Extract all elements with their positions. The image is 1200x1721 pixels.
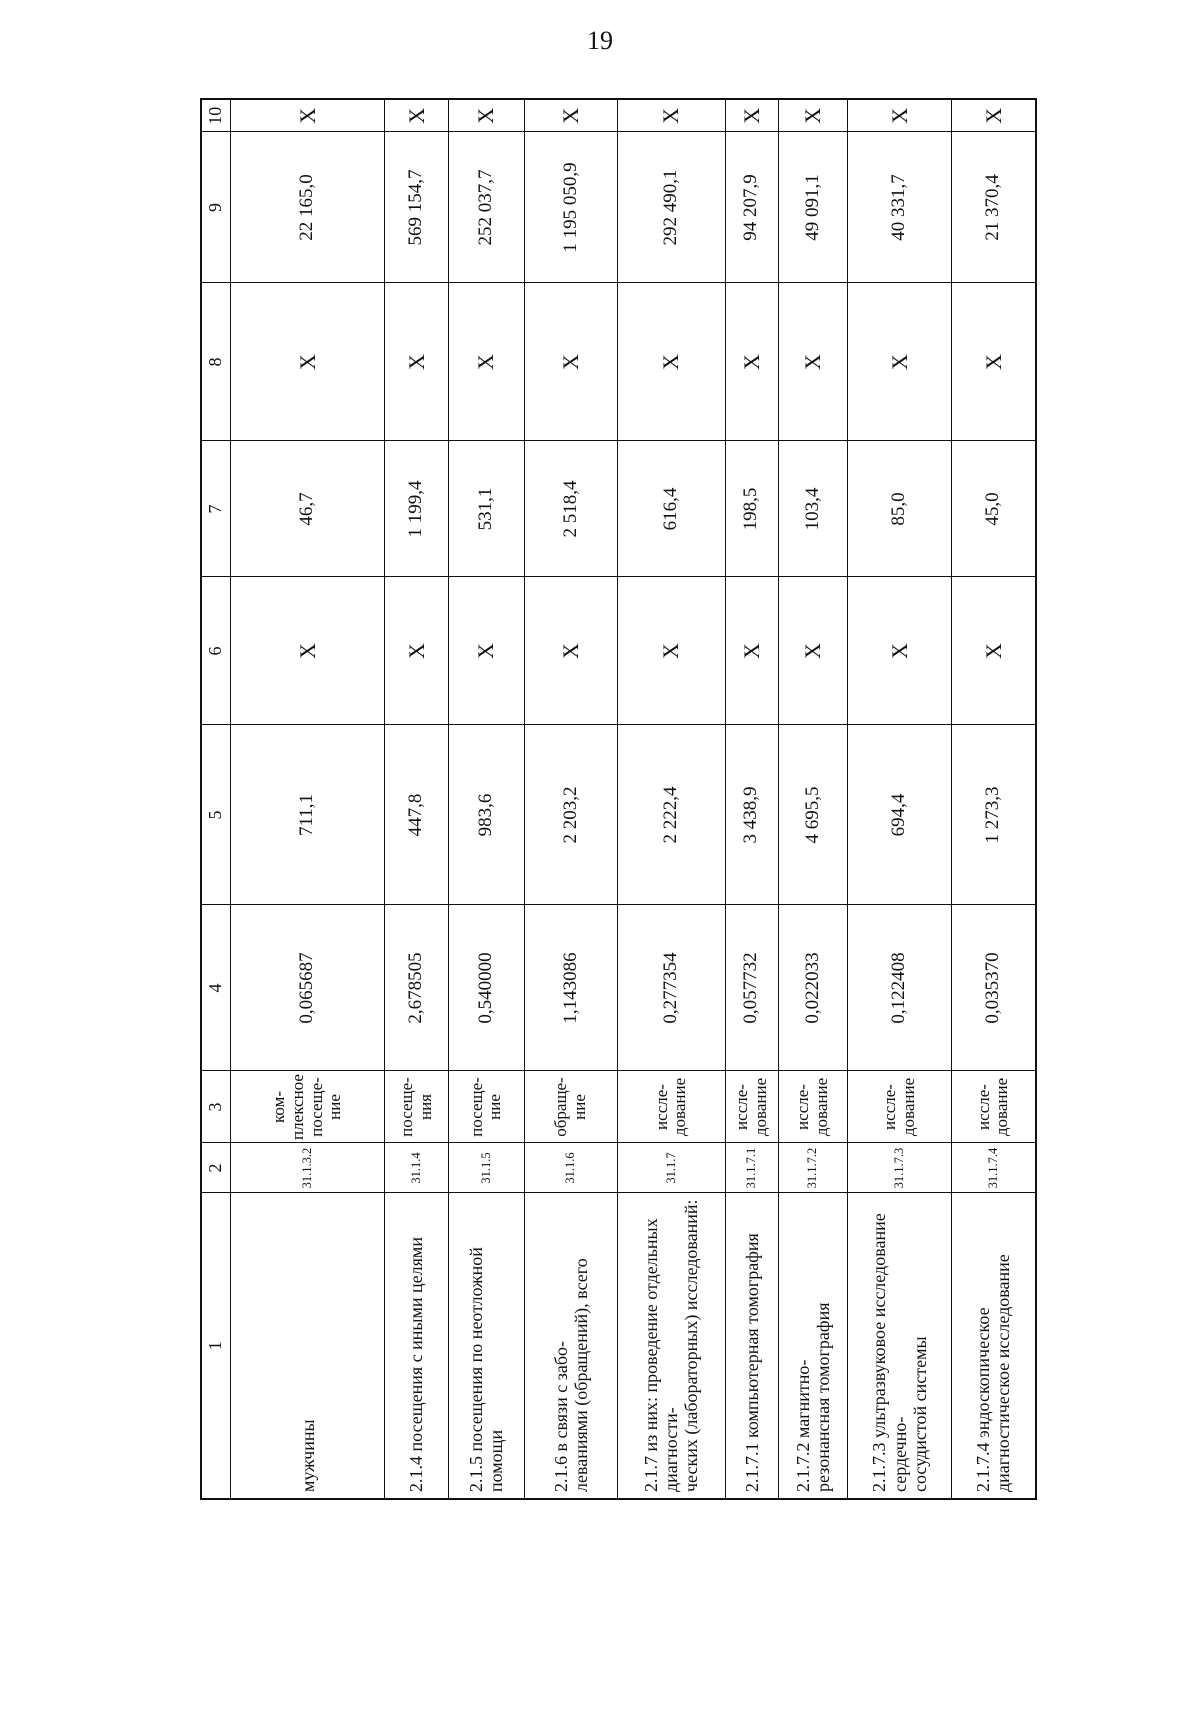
row-cell: 531,1 [448, 441, 524, 577]
row-code-cell: 31.1.7.3 [848, 1143, 952, 1193]
row-cell: X [617, 99, 725, 132]
row-cell: 292 490,1 [617, 132, 725, 283]
tariff-table [200, 98, 1037, 1500]
row-cell: 85,0 [848, 441, 952, 577]
row-cell: 1 273,3 [951, 725, 1036, 905]
col-header: 7 [201, 441, 231, 577]
row-cell: X [385, 577, 448, 725]
row-unit-cell: иссле- дование [778, 1071, 848, 1143]
row-cell: X [778, 577, 848, 725]
row-cell: 252 037,7 [448, 132, 524, 283]
row-cell: X [617, 577, 725, 725]
row-name-cell: 2.1.7.4 эндоскопическое диагностическое исследование [951, 1193, 1036, 1499]
row-cell: 2 518,4 [524, 441, 617, 577]
col-header: 10 [201, 99, 231, 132]
row-cell: X [231, 283, 385, 441]
row-cell: X [448, 283, 524, 441]
row-code-cell: 31.1.7.4 [951, 1143, 1036, 1193]
row-cell: 694,4 [848, 725, 952, 905]
row-cell: X [778, 99, 848, 132]
table-row [725, 99, 778, 1499]
row-cell: 0,022033 [778, 905, 848, 1071]
row-unit-cell: иссле- дование [617, 1071, 725, 1143]
row-cell: X [848, 577, 952, 725]
row-code-cell: 31.1.7.2 [778, 1143, 848, 1193]
page-number: 19 [587, 26, 613, 55]
row-unit-cell: иссле- дование [951, 1071, 1036, 1143]
row-code-cell: 31.1.7.1 [725, 1143, 778, 1193]
row-unit-cell: иссле- дование [848, 1071, 952, 1143]
table-row [778, 99, 848, 1499]
row-cell: 0,277354 [617, 905, 725, 1071]
row-cell: X [231, 99, 385, 132]
row-cell: X [725, 283, 778, 441]
table-row [448, 99, 524, 1499]
table-row [951, 99, 1036, 1499]
row-cell: X [951, 283, 1036, 441]
col-header: 6 [201, 577, 231, 725]
row-name-cell: 2.1.7.3 ультразвуковое исследование сердечно- сосудистой системы [848, 1193, 952, 1499]
row-code-cell: 31.1.6 [524, 1143, 617, 1193]
row-cell: 1 195 050,9 [524, 132, 617, 283]
row-cell: 2 203,2 [524, 725, 617, 905]
col-header: 4 [201, 905, 231, 1071]
row-cell: 2 222,4 [617, 725, 725, 905]
row-unit-cell: обраще- ние [524, 1071, 617, 1143]
row-cell: 49 091,1 [778, 132, 848, 283]
row-cell: X [951, 577, 1036, 725]
row-cell: X [524, 99, 617, 132]
row-cell: 45,0 [951, 441, 1036, 577]
table-row [617, 99, 725, 1499]
row-code-cell: 31.1.4 [385, 1143, 448, 1193]
row-cell: X [385, 99, 448, 132]
row-cell: 1 199,4 [385, 441, 448, 577]
row-cell: 616,4 [617, 441, 725, 577]
row-cell: 40 331,7 [848, 132, 952, 283]
table-row [524, 99, 617, 1499]
row-cell: 569 154,7 [385, 132, 448, 283]
row-name-cell: 2.1.7.1 компьютерная томография [725, 1193, 778, 1499]
row-cell: 0,057732 [725, 905, 778, 1071]
row-cell: 21 370,4 [951, 132, 1036, 283]
col-header: 1 [201, 1193, 231, 1499]
row-cell: 94 207,9 [725, 132, 778, 283]
row-cell: 447,8 [385, 725, 448, 905]
col-header: 3 [201, 1071, 231, 1143]
row-cell: X [448, 577, 524, 725]
row-name-cell: 2.1.4 посещения с иными целями [385, 1193, 448, 1499]
row-unit-cell: посеще- ния [385, 1071, 448, 1143]
row-cell: 2,678505 [385, 905, 448, 1071]
row-cell: X [385, 283, 448, 441]
row-cell: 198,5 [725, 441, 778, 577]
row-name-cell: 2.1.7 из них: проведение отдельных диагности- ческих (лабораторных) исследований: [617, 1193, 725, 1499]
row-name-cell: 2.1.6 в связи с забо- леваниями (обращений), всего [524, 1193, 617, 1499]
table-row [231, 99, 385, 1499]
row-cell: 103,4 [778, 441, 848, 577]
row-cell: 22 165,0 [231, 132, 385, 283]
row-cell: X [848, 99, 952, 132]
column-number-row [201, 99, 231, 1499]
row-cell: 711,1 [231, 725, 385, 905]
row-cell: 0,035370 [951, 905, 1036, 1071]
row-cell: X [231, 577, 385, 725]
row-cell: 0,540000 [448, 905, 524, 1071]
rotated-table-wrapper [200, 100, 1037, 1500]
row-cell: X [617, 283, 725, 441]
row-code-cell: 31.1.7 [617, 1143, 725, 1193]
row-code-cell: 31.1.5 [448, 1143, 524, 1193]
row-cell: 46,7 [231, 441, 385, 577]
row-code-cell: 31.1.3.2 [231, 1143, 385, 1193]
row-name-cell: 2.1.5 посещения по неотложной помощи [448, 1193, 524, 1499]
table-row [385, 99, 448, 1499]
row-cell: X [448, 99, 524, 132]
row-cell: X [725, 577, 778, 725]
row-unit-cell: иссле- дование [725, 1071, 778, 1143]
col-header: 8 [201, 283, 231, 441]
row-cell: 983,6 [448, 725, 524, 905]
row-cell: X [524, 577, 617, 725]
row-name-cell: 2.1.7.2 магнитно- резонансная томография [778, 1193, 848, 1499]
row-cell: X [524, 283, 617, 441]
row-cell: 0,122408 [848, 905, 952, 1071]
row-cell: X [951, 99, 1036, 132]
col-header: 2 [201, 1143, 231, 1193]
row-name-cell: мужчины [231, 1193, 385, 1499]
row-unit-cell: ком- плексное посеще- ние [231, 1071, 385, 1143]
table-row [848, 99, 952, 1499]
row-cell: 4 695,5 [778, 725, 848, 905]
row-unit-cell: посеще- ние [448, 1071, 524, 1143]
row-cell: X [848, 283, 952, 441]
row-cell: X [725, 99, 778, 132]
row-cell: 3 438,9 [725, 725, 778, 905]
row-cell: 0,065687 [231, 905, 385, 1071]
col-header: 9 [201, 132, 231, 283]
col-header: 5 [201, 725, 231, 905]
row-cell: X [778, 283, 848, 441]
row-cell: 1,143086 [524, 905, 617, 1071]
